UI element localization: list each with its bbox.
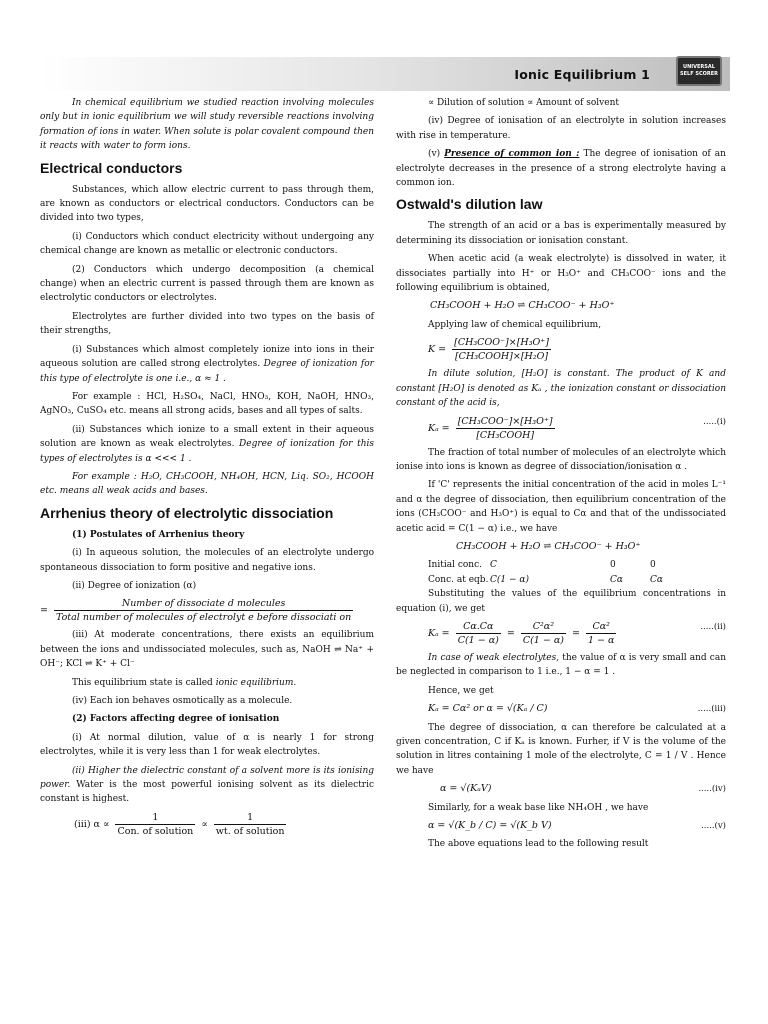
- fraction: [456, 415, 555, 442]
- denominator: C(1 − α): [522, 634, 564, 646]
- fraction: [214, 811, 287, 838]
- right-column: [396, 96, 726, 856]
- paragraph: When acetic acid (a weak electrolyte) is dissolved in water, it dissociates partially into H⁺ or H₃O⁺ and CH₃COO⁻ ions and the following equilibrium is obtained,: [396, 254, 726, 294]
- equation-text: Kₐ = Cα² or α = √(Kₐ / C): [428, 703, 548, 715]
- intro-paragraph: In chemical equilibrium we studied reaction involving molecules only but in ionic equilibrium we will study reversible reactions involving formation of ions in water. When solute is polar covalent compound then it reacts with water to form ions.: [40, 98, 374, 152]
- text: (ii) Substances which ionize to a small extent in their aqueous solution are known as weak electrolytes.: [40, 424, 374, 450]
- table-row-initial: [396, 558, 726, 572]
- logo-line1: UNIVERSAL: [683, 64, 715, 70]
- paragraph: (i) Conductors which conduct electricity without undergoing any chemical change are known as metallic or electronic conductors.: [40, 231, 374, 257]
- text: Degree of ionization for this types of electrolytes is α <<< 1 .: [40, 439, 374, 464]
- lhs: Kₐ =: [428, 422, 450, 434]
- cell: C(1 − α): [490, 574, 529, 585]
- numerator: Cα.Cα: [456, 620, 501, 634]
- text: This equilibrium state is called: [72, 677, 213, 688]
- equation-degree-ionization: = Number of dissociate d molecules Total number of molecules of electrolyt e before dissociati on: [40, 598, 352, 624]
- equation-1: CH₃COOH + H₂O ⇌ CH₃COO⁻ + H₃O⁺: [430, 300, 615, 312]
- text: The degree of ionisation of an electrolyte decreases in the presence of a strong electrolyte having a common ion.: [396, 149, 726, 189]
- text: Degree of ionization for this type of electrolyte is one i.e., α ≈ 1 .: [40, 359, 374, 384]
- denominator: Con. of solution: [117, 825, 194, 837]
- paragraph: The fraction of total number of molecules of an electrolyte which ionise into ions is known as degree of dissociation/ionisation α .: [396, 447, 726, 472]
- numerator: [CH₃COO⁻]×[H₃O⁺]: [454, 337, 550, 349]
- cell: Cα: [610, 574, 623, 585]
- row-label: Conc. at eqb.: [428, 574, 489, 585]
- numerator: 1: [214, 811, 287, 825]
- denominator: [CH₃COOH]×[H₂O]: [454, 351, 549, 363]
- paragraph: For example : H₂O, CH₃COOH, NH₄OH, HCN, Liq. SO₂, HCOOH etc. means all weak acids and bases.: [40, 471, 374, 497]
- paragraph: Similarly, for a weak base like NH₄OH , we have: [428, 802, 649, 813]
- text: In case of weak electrolytes,: [428, 652, 560, 663]
- equation-number: .....(i): [703, 416, 726, 427]
- equation-text: α = √(K_b / C) = √(K_b V): [428, 820, 552, 832]
- lhs: K =: [428, 344, 447, 356]
- paragraph: (ii) Degree of ionization (α): [72, 580, 197, 591]
- denominator: C(1 − α): [457, 634, 499, 646]
- text: Presence of common ion :: [444, 149, 580, 160]
- text: the value of α is very small and can be neglected in comparison to 1 i.e., 1 − α = 1 .: [396, 652, 726, 678]
- equation-alpha-proportional: (iii) α ∝ $\frac{1}{\text{Con. of solution}}$ ∝ $\frac{1}{\text{wt. of solution}}$: [74, 811, 285, 837]
- text: (ii) Higher the dielectric constant of a solvent more is its ionising power.: [40, 765, 374, 791]
- fraction: [452, 336, 551, 363]
- equation-5: Kₐ = $\frac{C\alpha.C\alpha}{C(1 - \alpha)}$ = $\frac{\text{C²α²}}{C(1 - \alpha)}$ = $\frac{\text{Cα²}}{1 - \alpha}$ .....(ii): [428, 620, 726, 646]
- paragraph: The strength of an acid or a bas is experimentally measured by determining its dissociation or ionisation constant.: [396, 221, 726, 246]
- paragraph: Applying law of chemical equilibrium,: [428, 319, 602, 330]
- table-row-equilibrium: [396, 573, 726, 587]
- logo-line2: SELF SCORER: [680, 71, 718, 77]
- paragraph: (i) At normal dilution, value of α is nearly 1 for strong electrolytes, while it is very less than 1 for weak electrolytes.: [40, 732, 374, 758]
- equation-number: .....(v): [701, 821, 726, 832]
- equation-8: [428, 819, 726, 833]
- paragraph: [396, 367, 726, 410]
- paragraph: [396, 147, 726, 190]
- heading-arrhenius: Arrhenius theory of electrolytic dissociation: [40, 504, 334, 521]
- paragraph: [40, 676, 374, 690]
- cell: 0: [610, 560, 616, 571]
- label: (iii) α ∝: [74, 818, 110, 830]
- paragraph: Electrolytes are further divided into two types on the basis of their strengths,: [40, 311, 374, 337]
- text: (v): [428, 149, 441, 160]
- numerator: C²α²: [521, 620, 566, 634]
- equation-7: [440, 782, 726, 796]
- paragraph: If 'C' represents the initial concentration of the acid in moles L⁻¹ and α the degree of dissociation, then equilibrium concentration of the ions (CH₃COO⁻ and H₃O⁺) is equal to Cα and that of the undissociated acetic acid = C(1 − α) i.e., we have: [396, 480, 726, 534]
- cell: C: [490, 560, 497, 571]
- paragraph: [396, 651, 726, 680]
- paragraph: Substituting the values of the equilibrium concentrations in equation (i), we get: [396, 589, 726, 614]
- equation-6: [428, 702, 726, 716]
- text: ionic equilibrium.: [215, 677, 297, 688]
- paragraph: Hence, we get: [428, 685, 494, 696]
- row-label: Initial conc.: [428, 560, 482, 571]
- paragraph: (i) In aqueous solution, the molecules of an electrolyte undergo spontaneous dissociation to form positive and negative ions.: [40, 548, 374, 573]
- heading-electrical-conductors: Electrical conductors: [40, 159, 183, 176]
- fraction: [521, 620, 566, 647]
- equation-text: α = √(KₐV): [440, 783, 492, 795]
- text: In dilute solution, [H₂O] is constant. The product of K and constant [H₂O] is denoted as Kₐ ,: [396, 369, 726, 394]
- equation-number: .....(iv): [698, 784, 726, 795]
- denominator: Total number of molecules of electrolyt e before dissociati on: [55, 612, 352, 624]
- paragraph: (iv) Degree of ionisation of an electrolyte in solution increases with rise in temperature.: [396, 116, 726, 141]
- equation-number: .....(iii): [697, 704, 726, 715]
- paragraph: (iii) At moderate concentrations, there exists an equilibrium between the ions and undissociated molecules, such as, NaOH ⇌ Na⁺ + OH⁻; KCl ⇌ K⁺ + Cl⁻: [40, 630, 374, 670]
- equation-4: CH₃COOH + H₂O ⇌ CH₃COO⁻ + H₃O⁺: [456, 540, 641, 552]
- paragraph: [40, 423, 374, 466]
- denominator: 1 − α: [587, 634, 615, 646]
- page-title: Ionic Equilibrium 1: [514, 67, 650, 82]
- numerator: 1: [115, 811, 195, 825]
- left-column: [40, 96, 374, 842]
- equation-2: [428, 336, 726, 363]
- paragraph: For example : HCl, H₂SO₄, NaCl, HNO₃, KOH, NaOH, HNO₃, AgNO₃, CuSO₄ etc. means all strong acids, bases and all types of salts.: [40, 391, 374, 417]
- numerator: [CH₃COO⁻]×[H₃O⁺]: [457, 415, 553, 427]
- heading-ostwald: Ostwald's dilution law: [396, 196, 543, 213]
- paragraph: ∝ Dilution of solution ∝ Amount of solvent: [428, 98, 620, 108]
- fraction: [456, 620, 501, 647]
- fraction: [586, 620, 616, 647]
- denominator: wt. of solution: [215, 825, 285, 837]
- paragraph: The above equations lead to the following result: [428, 839, 649, 850]
- paragraph: The degree of dissociation, α can therefore be calculated at a given concentration, C if Kₐ is known. Furher, if V is the volume of the solution in litres containing 1 mole of the electrolyte, C = 1 / V . Hence we have: [396, 722, 726, 776]
- text: (i) Substances which almost completely ionize into ions in their aqueous solution are called strong electrolytes.: [40, 344, 374, 370]
- equation-3: [428, 415, 726, 442]
- numerator: Cα²: [586, 620, 616, 634]
- lhs: Kₐ =: [428, 627, 450, 639]
- subheading: (1) Postulates of Arrhenius theory: [72, 529, 245, 540]
- paragraph: Substances, which allow electric current to pass through them, are known as conductors or electrical conductors. Conductors can be divided into two types,: [40, 184, 374, 224]
- denominator: [CH₃COOH]: [476, 429, 535, 441]
- fraction: [115, 811, 195, 838]
- text: Water is the most powerful ionising solvent as its dielectric constant is highest.: [40, 780, 374, 805]
- cell: 0: [650, 560, 656, 571]
- paragraph: [40, 343, 374, 386]
- paragraph: (2) Conductors which undergo decomposition (a chemical change) when an electric current is passed through them are known as electrolytic conductors or electrolytes.: [40, 264, 374, 304]
- paragraph: (iv) Each ion behaves osmotically as a molecule.: [72, 696, 293, 706]
- text: the ionization constant or dissociation constant of the acid is,: [396, 383, 726, 409]
- numerator: Number of dissociate d molecules: [54, 597, 353, 611]
- equation-number: .....(ii): [700, 621, 726, 632]
- subheading: (2) Factors affecting degree of ionisation: [72, 714, 280, 725]
- paragraph: [40, 764, 374, 807]
- cell: Cα: [650, 574, 663, 585]
- brand-logo: [676, 56, 722, 86]
- fraction: [54, 597, 353, 624]
